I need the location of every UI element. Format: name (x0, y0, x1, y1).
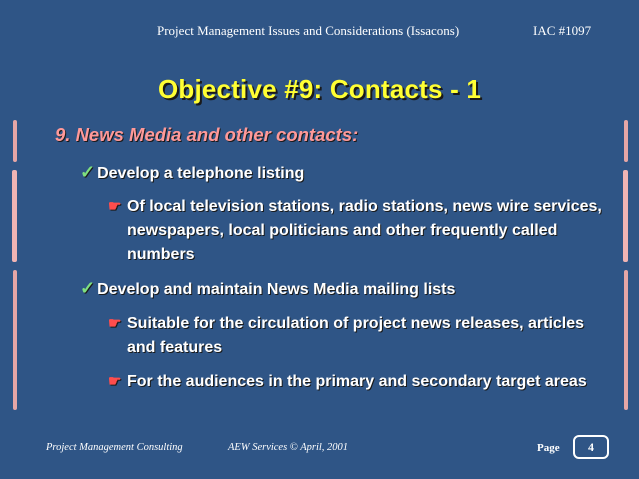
slide-header (0, 23, 639, 41)
sub-bullet-text: Of local television stations, radio stations, news wire services, newspapers, local politicians and other frequently called numbers (127, 198, 602, 263)
bullet-label: Develop a telephone listing (97, 165, 305, 182)
pointing-hand-icon: ☛ (108, 373, 122, 390)
bullet-item (80, 162, 304, 183)
header-subject: Project Management Issues and Considerations (Issacons) (157, 23, 460, 38)
section-heading: 9. News Media and other contacts: (55, 124, 359, 145)
sub-bullet-item (108, 195, 608, 267)
slide-title: Objective #9: Contacts - 1 (157, 74, 482, 104)
sub-bullet-text: For the audiences in the primary and secondary target areas (127, 373, 587, 390)
page-label: Page (537, 442, 560, 454)
footer-company: Project Management Consulting (46, 442, 183, 453)
checkmark-icon: ✓ (80, 278, 96, 298)
slide-footer (46, 442, 349, 453)
sub-bullet-item (108, 370, 608, 394)
pointing-hand-icon: ☛ (108, 315, 122, 332)
bullet-label: Develop and maintain News Media mailing lists (97, 281, 456, 298)
left-decor-bar-top (13, 120, 17, 162)
checkmark-icon: ✓ (80, 162, 96, 182)
right-decor-bar-top (624, 120, 628, 162)
left-decor-bar-bottom (13, 270, 17, 410)
pointing-hand-icon: ☛ (108, 198, 122, 215)
header-code: IAC #1097 (533, 23, 592, 38)
page-number-box: 4 (573, 435, 609, 459)
sub-bullet-text: Suitable for the circulation of project news releases, articles and features (127, 315, 585, 356)
bullet-item (80, 278, 455, 299)
sub-bullet-item (108, 312, 608, 360)
footer-copyright: AEW Services © April, 2001 (228, 442, 349, 453)
right-decor-bar-middle (623, 170, 628, 262)
right-decor-bar-bottom (624, 270, 628, 410)
left-decor-bar-middle (12, 170, 17, 262)
